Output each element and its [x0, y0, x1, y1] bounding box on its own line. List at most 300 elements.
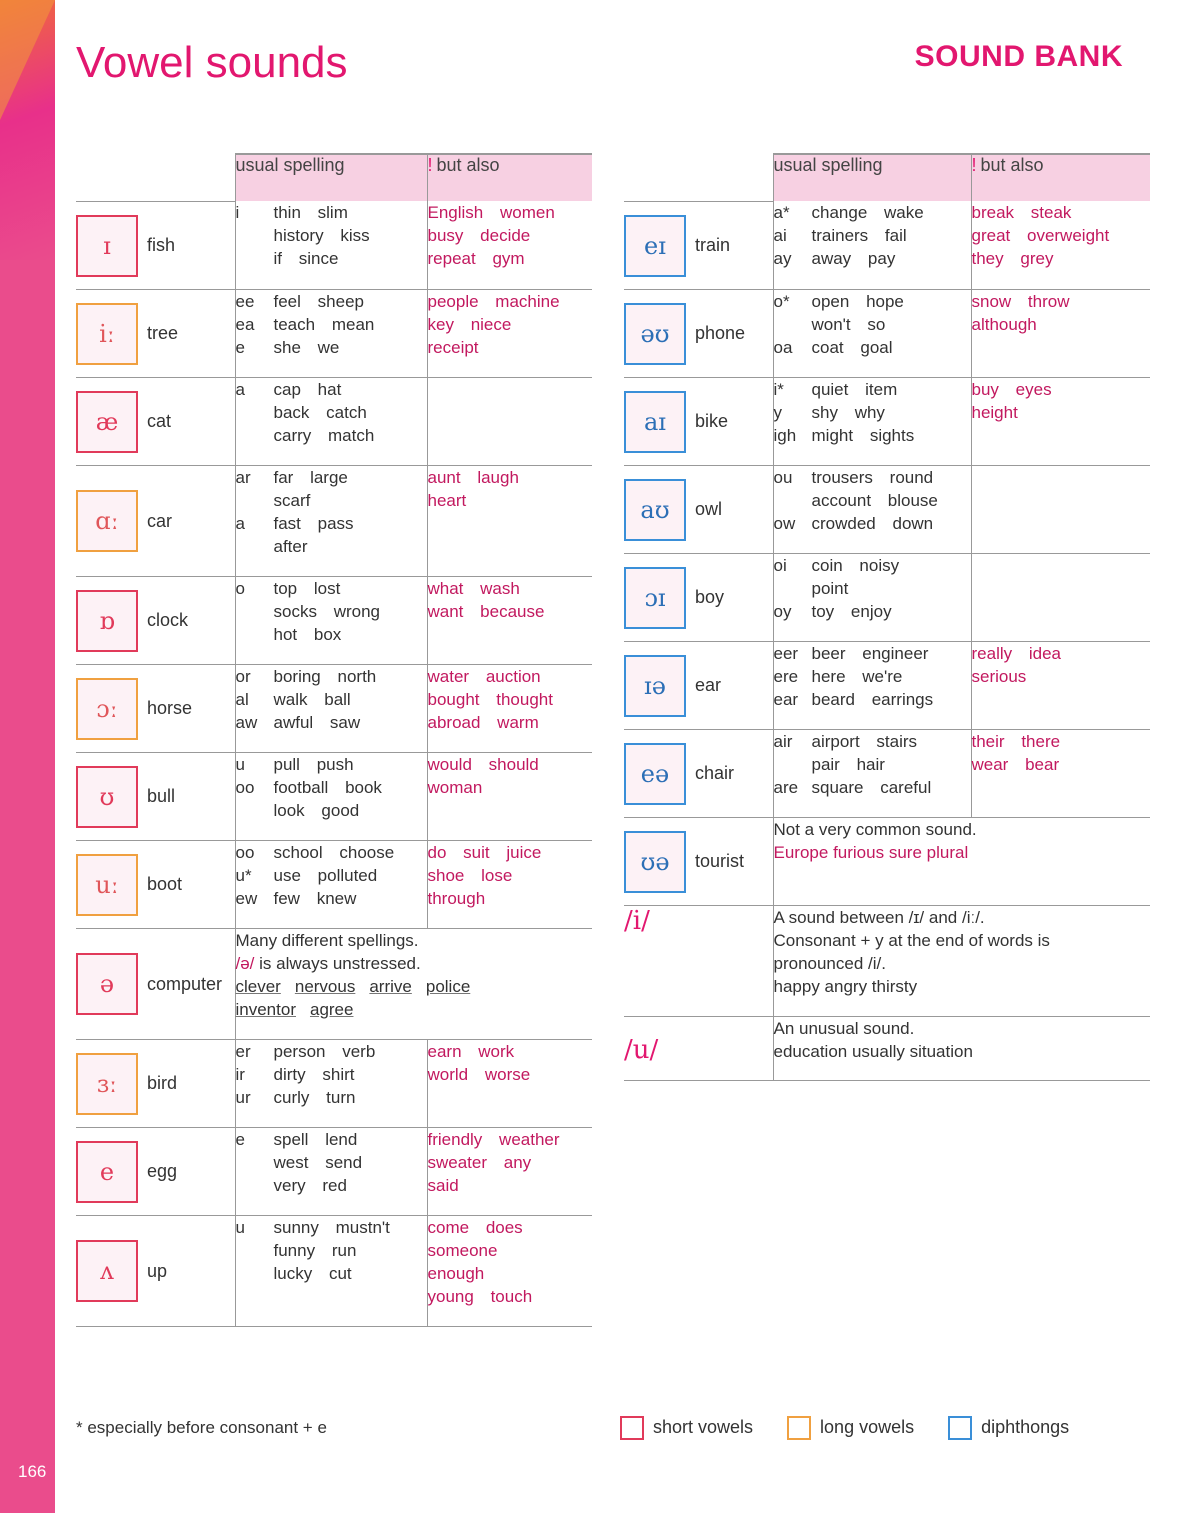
usual-spelling-cell: [235, 576, 427, 664]
example-word: plural: [926, 842, 969, 862]
exception-word: eyes: [1015, 379, 1052, 399]
example-word: item: [865, 379, 898, 399]
sound-cell-bird: [76, 1039, 235, 1127]
example-word: very: [273, 1175, 306, 1195]
spelling-pattern: ay: [773, 249, 792, 268]
spelling-examples: [274, 778, 394, 797]
sound-cell-horse: [76, 664, 235, 752]
example-word: back: [273, 402, 310, 422]
sound-cell-car: [76, 465, 235, 576]
extra-note: [773, 1016, 1150, 1080]
example-word: fast: [273, 513, 301, 533]
usual-spelling-cell: [235, 1127, 427, 1215]
sound-cell-boot: [76, 840, 235, 928]
spelling-pattern: ur: [235, 1087, 251, 1107]
but-also-line: [428, 841, 593, 864]
spelling-pattern: u: [235, 754, 245, 774]
example-word: so: [867, 314, 886, 334]
spelling-pattern: o: [235, 578, 245, 598]
sound-cell-fish: [76, 201, 235, 289]
underlined-word: arrive: [369, 976, 412, 996]
spelling-pattern: o*: [773, 291, 790, 311]
spelling-line: [236, 665, 427, 688]
usual-spelling-cell: [235, 1039, 427, 1127]
page-number: 166: [18, 1462, 47, 1481]
footnote: * especially before consonant + e: [76, 1418, 327, 1437]
sound-row-tourist: [624, 817, 1150, 905]
spelling-line: [774, 554, 971, 577]
usual-spelling-cell: [235, 201, 427, 289]
spelling-examples: [274, 866, 390, 885]
spelling-examples: [812, 426, 927, 445]
sound-row-horse: [76, 664, 592, 752]
but-also-cell: [427, 377, 592, 465]
exception-word: key: [427, 314, 454, 334]
spelling-pattern: oo: [235, 842, 255, 862]
spelling-line: [236, 1262, 427, 1285]
usual-spelling-cell: [235, 377, 427, 465]
but-also-line: [428, 224, 593, 247]
sound-cell-ear: [624, 641, 773, 729]
spelling-line: [774, 730, 971, 753]
example-word: here: [811, 666, 846, 686]
note-line: Consonant + y at the end of words is: [773, 930, 1050, 950]
usual-spelling-cell: [773, 641, 971, 729]
example-word: box: [313, 624, 342, 644]
note-line: pronounced /i/.: [773, 953, 886, 973]
example-word: person: [273, 1041, 326, 1061]
spelling-examples: [274, 889, 369, 908]
exception-word: does: [485, 1217, 523, 1237]
spelling-examples: [812, 755, 897, 774]
spelling-examples: [274, 579, 353, 598]
spelling-examples: [274, 625, 354, 644]
example-word: round: [889, 467, 934, 487]
sound-row-tree: [76, 289, 592, 377]
example-word: verb: [342, 1041, 376, 1061]
usual-spelling-cell: [235, 465, 427, 576]
exception-word: sweater: [427, 1152, 488, 1172]
example-word: sheep: [317, 291, 364, 311]
sound-word-tourist: tourist: [695, 851, 745, 871]
example-word: square: [811, 777, 864, 797]
legend-label: short vowels: [653, 1416, 754, 1437]
example-word: send: [325, 1152, 363, 1172]
but-also-line: [428, 201, 593, 224]
spelling-examples: [812, 292, 916, 311]
exception-word: bought: [427, 689, 480, 709]
exception-word: women: [500, 203, 555, 222]
exception-word: weather: [499, 1129, 560, 1149]
spelling-line: [774, 466, 971, 489]
sound-cell-owl: [624, 465, 773, 553]
example-word: coin: [811, 555, 843, 575]
sound-word-car: car: [147, 510, 173, 531]
example-word: shy: [811, 402, 838, 422]
spelling-line: [236, 753, 427, 776]
sound-cell-bike: [624, 377, 773, 465]
spelling-line: [236, 776, 427, 799]
sound-cell-clock: [76, 576, 235, 664]
spelling-line: [236, 466, 427, 489]
example-word: change: [811, 203, 868, 222]
spelling-pattern: y: [773, 402, 782, 422]
spelling-examples: [274, 1176, 359, 1195]
spelling-line: [774, 201, 971, 224]
sound-word-tree: tree: [147, 323, 179, 343]
header-blank: [76, 154, 235, 201]
spelling-examples: [274, 1088, 368, 1107]
exception-word: really: [971, 643, 1013, 663]
note-line: An unusual sound.: [773, 1018, 915, 1038]
usual-spelling-cell: [235, 840, 427, 928]
exception-word: receipt: [427, 337, 479, 357]
spelling-examples: [274, 380, 354, 399]
sound-row-cat: [76, 377, 592, 465]
exception-word: they: [971, 249, 1004, 268]
exception-word: warm: [497, 712, 539, 732]
example-word: why: [854, 402, 885, 422]
spelling-examples: [274, 755, 366, 774]
sound-row-train: [624, 201, 1150, 289]
but-also-cell: [427, 289, 592, 377]
spelling-pattern: ere: [773, 666, 799, 686]
boy-icon: ɔɪ: [624, 567, 686, 629]
example-word: run: [331, 1240, 357, 1260]
spelling-pattern: a: [235, 513, 245, 533]
spelling-examples: [812, 602, 904, 621]
example-word: enjoy: [850, 601, 892, 621]
sound-cell-computer: [76, 928, 235, 1039]
spelling-examples: [812, 226, 919, 245]
spelling-examples: [812, 468, 946, 487]
spelling-line: [774, 489, 971, 512]
extra-row: [624, 1016, 1150, 1080]
spelling-line: [236, 336, 427, 359]
sound-word-cat: cat: [147, 411, 172, 431]
usual-spelling-cell: [773, 201, 971, 289]
exception-word: touch: [490, 1286, 533, 1306]
example-word: we're: [862, 666, 903, 686]
left-vowel-table: [76, 153, 592, 1327]
example-word: crowded: [811, 513, 876, 533]
spelling-examples: [812, 690, 946, 709]
spelling-examples: [274, 843, 407, 862]
spelling-line: [236, 247, 427, 270]
example-word: lost: [313, 578, 341, 598]
but-also-line: [972, 290, 1151, 313]
sound-cell-phone: [624, 289, 773, 377]
spelling-pattern: oa: [773, 337, 793, 357]
but-also-cell: [971, 201, 1150, 289]
example-word: teach: [273, 314, 316, 334]
but-also-line: [428, 1040, 593, 1063]
but-also-cell: [971, 465, 1150, 553]
sound-cell-egg: [76, 1127, 235, 1215]
exception-word: bear: [1025, 754, 1060, 774]
example-word: we: [317, 337, 340, 357]
spelling-pattern: air: [773, 731, 793, 751]
car-icon: ɑː: [76, 490, 138, 552]
note-examples: [774, 841, 1151, 864]
but-also-cell: [427, 576, 592, 664]
horse-icon: ɔː: [76, 678, 138, 740]
example-word: look: [273, 800, 305, 820]
spelling-examples: [274, 203, 360, 222]
example-word: mean: [331, 314, 375, 334]
exclamation-icon: !: [427, 155, 433, 175]
spelling-examples: [274, 1241, 369, 1260]
legend-label: long vowels: [820, 1416, 915, 1437]
example-word: dirty: [273, 1064, 306, 1084]
exception-word: worse: [484, 1064, 531, 1084]
but-also-line: [972, 730, 1151, 753]
but-also-line: [428, 776, 593, 799]
example-word: ball: [324, 689, 351, 709]
example-word: hot: [273, 624, 298, 644]
sound-word-computer: computer: [147, 973, 223, 994]
legend-item: [620, 1416, 753, 1440]
example-word: polluted: [317, 865, 378, 885]
but-also-line: [428, 1239, 593, 1262]
exception-word: machine: [495, 291, 560, 311]
page-title: Vowel sounds: [76, 38, 348, 87]
spelling-pattern: ee: [235, 291, 255, 311]
but-also-line: [428, 313, 593, 336]
but-also-line: [428, 887, 593, 910]
cat-icon: æ: [76, 391, 138, 453]
header-but-also: [971, 154, 1150, 201]
note-examples: [236, 975, 593, 998]
example-word: Europe: [773, 842, 829, 862]
example-word: engineer: [862, 643, 929, 663]
example-word: mustn't: [335, 1217, 390, 1237]
spelling-line: [774, 290, 971, 313]
underlined-word: clever: [235, 976, 281, 996]
bike-icon: aɪ: [624, 391, 686, 453]
example-word: spell: [273, 1129, 309, 1149]
spelling-examples: [812, 667, 915, 686]
header-but-also-label: but also: [980, 155, 1044, 175]
spelling-pattern: oo: [235, 777, 255, 797]
extra-note: [773, 905, 1150, 1016]
example-word: won't: [811, 314, 851, 334]
example-word: pair: [811, 754, 840, 774]
spelling-examples: [812, 249, 908, 268]
spelling-examples: [812, 315, 898, 334]
computer-icon: ə: [76, 953, 138, 1015]
example-word: open: [811, 291, 850, 311]
spelling-examples: [812, 732, 930, 751]
but-also-line: [428, 711, 593, 734]
sound-row-fish: [76, 201, 592, 289]
but-also-line: [972, 665, 1151, 688]
spelling-line: [236, 1151, 427, 1174]
example-word: account: [811, 490, 872, 510]
example-word: toy: [811, 601, 835, 621]
usual-spelling-cell: [235, 289, 427, 377]
spelling-pattern: ow: [773, 513, 796, 533]
sound-cell-cat: [76, 377, 235, 465]
spelling-line: [774, 600, 971, 623]
sound-row-clock: [76, 576, 592, 664]
spelling-line: [236, 1216, 427, 1239]
sound-word-boy: boy: [695, 587, 725, 607]
sound-word-owl: owl: [695, 499, 723, 519]
exception-word: there: [1021, 731, 1061, 751]
exception-word: great: [971, 226, 1011, 245]
exception-word: height: [971, 402, 1018, 422]
example-word: airport: [811, 731, 860, 751]
sound-row-computer: [76, 928, 592, 1039]
sound-word-bike: bike: [695, 411, 729, 431]
exception-word: idea: [1028, 643, 1061, 663]
but-also-line: [972, 247, 1151, 270]
example-word: socks: [273, 601, 317, 621]
exception-word: break: [971, 203, 1015, 222]
spelling-examples: [274, 426, 387, 445]
exception-word: serious: [971, 666, 1027, 686]
but-also-line: [428, 864, 593, 887]
usual-spelling-cell: [773, 377, 971, 465]
example-word: catch: [326, 402, 367, 422]
example-word: down: [892, 513, 934, 533]
spelling-examples: [274, 801, 372, 820]
but-also-line: [428, 1128, 593, 1151]
example-word: match: [328, 425, 375, 445]
spelling-examples: [812, 514, 946, 533]
sidebar-decoration-accent: [0, 0, 55, 120]
exception-word: aunt: [427, 467, 461, 487]
but-also-cell: [427, 1039, 592, 1127]
underlined-word: inventor: [235, 999, 296, 1019]
legend: [620, 1416, 1103, 1440]
sound-word-phone: phone: [695, 323, 746, 343]
but-also-line: [428, 247, 593, 270]
but-also-line: [428, 336, 593, 359]
example-word: hair: [856, 754, 885, 774]
spelling-line: [236, 577, 427, 600]
example-word: lucky: [273, 1263, 313, 1283]
spelling-line: [236, 401, 427, 424]
example-word: quiet: [811, 379, 849, 399]
but-also-line: [428, 290, 593, 313]
example-word: awful: [273, 712, 314, 732]
spelling-line: [774, 378, 971, 401]
sound-row-chair: [624, 729, 1150, 817]
note-line: Many different spellings.: [235, 930, 419, 950]
spelling-pattern: oi: [773, 555, 787, 575]
spelling-examples: [274, 602, 393, 621]
note-cell-computer: [235, 928, 592, 1039]
spelling-examples: [274, 292, 376, 311]
spelling-pattern: oy: [773, 601, 792, 621]
bull-icon: ʊ: [76, 766, 138, 828]
exception-word: someone: [427, 1240, 498, 1260]
example-word: trousers: [811, 467, 873, 487]
but-also-line: [428, 1174, 593, 1197]
spelling-pattern: are: [773, 777, 799, 797]
note-line: happy angry thirsty: [773, 976, 918, 996]
exception-word: grey: [1020, 249, 1054, 268]
but-also-line: [428, 1262, 593, 1285]
spelling-line: [236, 799, 427, 822]
spelling-examples: [812, 203, 936, 222]
spelling-pattern: u: [235, 1217, 245, 1237]
but-also-cell: [971, 641, 1150, 729]
spelling-pattern: e: [235, 1129, 245, 1149]
spelling-examples: [274, 690, 363, 709]
but-also-line: [428, 577, 593, 600]
exception-word: what: [427, 578, 464, 598]
but-also-cell: [971, 289, 1150, 377]
underlined-word: agree: [309, 999, 354, 1019]
spelling-examples: [812, 403, 897, 422]
but-also-line: [428, 466, 593, 489]
spelling-examples: [274, 1130, 370, 1149]
spelling-examples: [274, 226, 382, 245]
example-word: push: [316, 754, 354, 774]
underlined-word: nervous: [294, 976, 356, 996]
exception-word: busy: [427, 226, 464, 245]
example-word: large: [310, 467, 348, 487]
but-also-line: [428, 665, 593, 688]
example-word: shirt: [322, 1064, 355, 1084]
exception-word: thought: [496, 689, 553, 709]
exception-word: throw: [1027, 291, 1070, 311]
exception-word: through: [427, 888, 486, 908]
exception-word: would: [427, 754, 472, 774]
spelling-pattern: a*: [773, 203, 790, 222]
clock-icon: ɒ: [76, 590, 138, 652]
note-line: A sound between /ɪ/ and /iː/.: [773, 907, 985, 927]
spelling-line: [236, 201, 427, 224]
spelling-line: [236, 313, 427, 336]
but-also-line: [972, 642, 1151, 665]
but-also-cell: [427, 201, 592, 289]
exception-word: should: [488, 754, 539, 774]
but-also-line: [428, 1285, 593, 1308]
but-also-line: [428, 600, 593, 623]
spelling-examples: [812, 380, 910, 399]
legend-swatch: [787, 1416, 811, 1440]
usual-spelling-cell: [773, 289, 971, 377]
example-word: blouse: [887, 490, 938, 510]
spelling-line: [236, 290, 427, 313]
exception-word: English: [427, 203, 484, 222]
legend-item: [787, 1416, 914, 1440]
underlined-word: police: [425, 976, 471, 996]
spelling-line: [236, 1040, 427, 1063]
exception-word: said: [427, 1175, 459, 1195]
example-word: choose: [339, 842, 395, 862]
fish-icon: ɪ: [76, 215, 138, 277]
sound-word-clock: clock: [147, 610, 189, 630]
bird-icon: ɜː: [76, 1053, 138, 1115]
spelling-line: [774, 642, 971, 665]
spelling-line: [236, 1239, 427, 1262]
example-word: might: [811, 425, 854, 445]
but-also-cell: [971, 377, 1150, 465]
usual-spelling-cell: [773, 553, 971, 641]
exception-word: repeat: [427, 249, 476, 268]
spelling-pattern: ou: [773, 467, 793, 487]
spelling-line: [774, 688, 971, 711]
exception-word: abroad: [427, 712, 481, 732]
spelling-examples: [812, 491, 950, 510]
spelling-examples: [274, 491, 323, 510]
example-word: book: [345, 777, 382, 797]
